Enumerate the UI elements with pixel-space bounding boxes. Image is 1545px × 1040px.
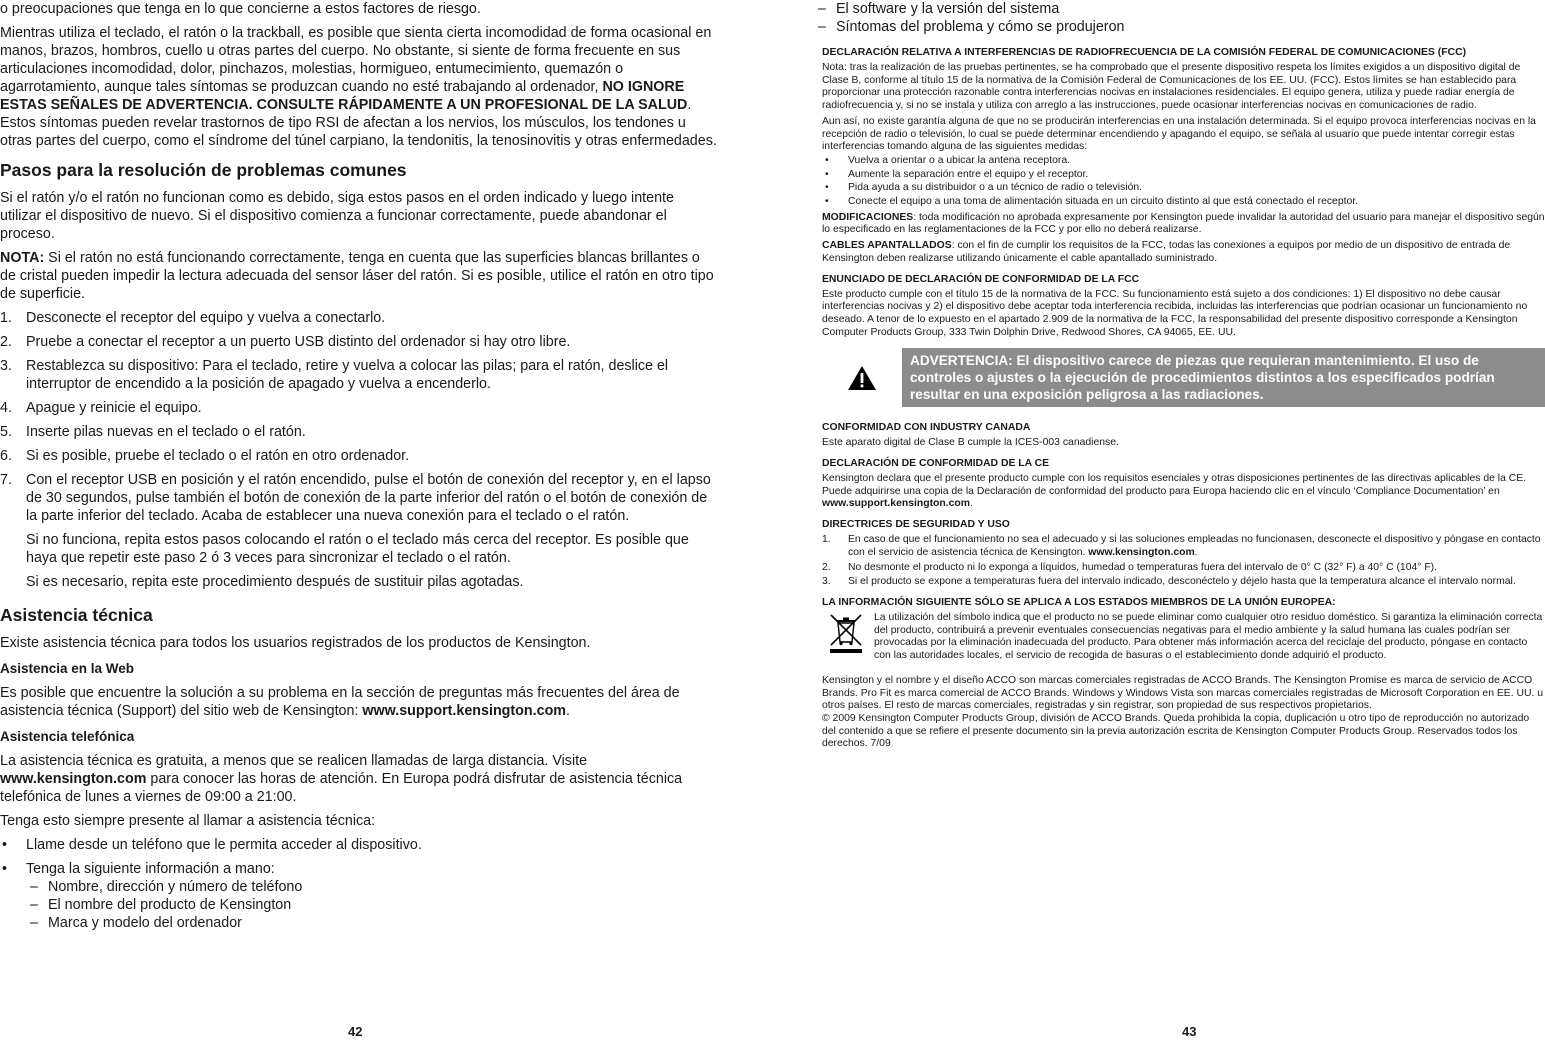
list-item: 4. Apague y reinicie el equipo. xyxy=(0,400,202,416)
step7-retry: Si no funciona, repita estos pasos colocando el ratón o el teclado más cerca del receptor. Es posible que haya que repetir este paso 2 ó 3 veces para sincronizar el teclado o el ratón. xyxy=(26,532,689,566)
call-checklist-intro: Tenga esto siempre presente al llamar a asistencia técnica: xyxy=(0,813,376,829)
eu-text: La utilización del símbolo indica que el producto no se puede eliminar como cualquier otro residuo doméstico. Si garantiza la eliminación correcta del producto, contribuirá a prevenir eventuales consecuencias negativas para el medio ambiente y la salud humana las cuales podrían ser provocadas por la eliminación inadecuada del producto. Para obtener más información acerca del reciclaje del producto, póngase en contacto con las autoridades locales, el servicio de recogida de basuras o el establecimiento donde adquirió el producto. xyxy=(874,611,1543,662)
support-site-link[interactable]: www.support.kensington.com xyxy=(362,703,567,719)
list-item: • Llame desde un teléfono que le permita acceder al dispositivo. xyxy=(2,837,422,853)
list-item: 3. Restablezca su dispositivo: Para el teclado, retire y vuelva a colocar las pilas; para el ratón, deslice el interruptor de encendido a la posición de apagado y vuelva a encenderlo. xyxy=(0,358,669,392)
page-42 xyxy=(0,0,760,1040)
list-item: – El software y la versión del sistema xyxy=(818,1,1060,17)
canada-heading: CONFORMIDAD CON INDUSTRY CANADA xyxy=(822,422,1031,434)
list-item: – Marca y modelo del ordenador xyxy=(30,915,242,931)
list-item: – El nombre del producto de Kensington xyxy=(30,897,292,913)
fcc-note: Nota: tras la realización de las pruebas pertinentes, se ha comprobado que el presente dispositivo respeta los límites exigidos a un dispositivo digital de Clase B, conforme al título 15 de la normativa de la Comisión Federal de Comunicaciones de los EE. UU. (FCC). Estos límites se han establecido para proporcionar una protección razonable contra interferencias nocivas en instalaciones residenciales. El equipo genera, utiliza y puede radiar energía de radiofrecuencia y, si no se instala y utiliza con arreglo a las instrucciones, puede ocasionar interferencias nocivas en comunicaciones de radio. xyxy=(822,62,1521,112)
troubleshooting-intro: Si el ratón y/o el ratón no funcionan como es debido, siga estos pasos en el orden indicado y luego intente utilizar el dispositivo de nuevo. Si el dispositivo comienza a funcionar correctamente, puede abandonar el proceso. xyxy=(0,190,674,242)
list-item: – Síntomas del problema y cómo se produjeron xyxy=(818,19,1125,35)
ce-heading: DECLARACIÓN DE CONFORMIDAD DE LA CE xyxy=(822,458,1050,470)
fcc-modifications: MODIFICACIONES: toda modificación no aprobada expresamente por Kensington puede invalidar la autoridad del usuario para manejar el dispositivo según lo especificado en las reglamentaciones de la FCC y por ello no deberá realizarse. xyxy=(822,211,1545,236)
page-number: 43 xyxy=(1182,1024,1197,1039)
info-dash-list-continued xyxy=(818,0,1545,36)
support-intro: Existe asistencia técnica para todos los usuarios registrados de los productos de Kensington. xyxy=(0,635,591,651)
copyright-text: © 2009 Kensington Computer Products Group, división de ACCO Brands. Queda prohibida la copia, duplicación u otro tipo de reproducción no autorizado del contenido a que se refiere el presente documento sin la previa autorización escrita de Kensington Computer Products Group. Reservados todos los derechos. 7/09 xyxy=(822,712,1530,750)
kensington-safety-link[interactable]: www.kensington.com xyxy=(1088,546,1195,558)
warning-text: ADVERTENCIA: El dispositivo carece de piezas que requieran mantenimiento. El uso de controles o ajustes o la ejecución de procedimientos distintos a los especificados podrían resultar en una exposición peligrosa a las radiaciones. xyxy=(902,348,1545,407)
fcc-interference: Aun así, no existe garantía alguna de que no se producirán interferencias en una instalación determinada. Si el equipo provoca interferencias nocivas en la recepción de radio o televisión, lo cual se puede determinar encendiendo y apagando el equipo, se señala al usuario que puede intentar corregir estas interferencias tomando alguna de las siguientes medidas: xyxy=(822,115,1536,153)
list-item: • Vuelva a orientar o a ubicar la antena receptora. xyxy=(825,154,1070,166)
list-item: 1. En caso de que el funcionamiento no sea el adecuado y si las soluciones empleadas no funcionasen, desconecte el dispositivo y póngase en contacto con el servicio de asistencia técnica de Kensington. www.kensington.com. xyxy=(822,534,1541,558)
safety-section xyxy=(822,518,1545,589)
eu-heading: LA INFORMACIÓN SIGUIENTE SÓLO SE APLICA A LOS ESTADOS MIEMBROS DE LA UNIÓN EUROPEA: xyxy=(822,596,1336,608)
safety-heading: DIRECTRICES DE SEGURIDAD Y USO xyxy=(822,519,1010,531)
right-column xyxy=(818,0,1545,754)
fcc-shielded-cables: CABLES APANTALLADOS: con el fin de cumplir los requisitos de la FCC, todas las conexiones a equipos por medio de un dispositivo de entrada de Kensington deben realizarse utilizando únicamente el cable apantallado suministrado. xyxy=(822,240,1511,264)
step7-batteries: Si es necesario, repita este procedimiento después de sustituir pilas agotadas. xyxy=(26,574,524,590)
fcc-conformity-heading: ENUNCIADO DE DECLARACIÓN DE CONFORMIDAD DE LA FCC xyxy=(822,273,1140,285)
list-item: 2. No desmonte el producto ni lo exponga a líquidos, humedad o temperaturas fuera del intervalo de 0° C (32° F) a 40° C (104° F). xyxy=(822,561,1438,573)
info-dash-list xyxy=(30,878,718,932)
eu-section xyxy=(822,596,1545,663)
fcc-heading: DECLARACIÓN RELATIVA A INTERFERENCIAS DE RADIOFRECUENCIA DE LA COMISIÓN FEDERAL DE COMUNICACIONES (FCC) xyxy=(822,47,1467,58)
list-item: 1. Desconecte el receptor del equipo y vuelva a conectarlo. xyxy=(0,310,386,326)
web-support-heading: Asistencia en la Web xyxy=(0,661,135,676)
troubleshooting-note: NOTA: Si el ratón no está funcionando correctamente, tenga en cuenta que las superficies blancas brillantes o de cristal pueden impedir la lectura adecuada del sensor láser del ratón. Si es posible, utilice el ratón en otro tipo de superficie. xyxy=(0,250,714,302)
fcc-conformity-section xyxy=(822,273,1545,340)
ce-text: Kensington declara que el presente producto cumple con los requisitos esenciales y otras disposiciones pertinentes de las directivas aplicables de la CE. Puede adquirirse una copia de la Declaración de conformidad del producto para Europa haciendo clic en el vínculo ‘Compliance Documentation’ en www.support.kensington.com. xyxy=(822,473,1527,510)
list-item: 2. Pruebe a conectar el receptor a un puerto USB distinto del ordenador si hay otro libre. xyxy=(0,334,571,350)
left-column xyxy=(0,0,718,932)
troubleshooting-heading: Pasos para la resolución de problemas comunes xyxy=(0,160,407,180)
kensington-site-link[interactable]: www.kensington.com xyxy=(0,771,147,787)
list-item: • Aumente la separación entre el equipo y el receptor. xyxy=(825,168,1089,180)
canada-section xyxy=(822,421,1545,450)
support-heading: Asistencia técnica xyxy=(0,605,153,625)
phone-support-text: La asistencia técnica es gratuita, a menos que se realicen llamadas de larga distancia. Visite www.kensington.com para conocer las horas de atención. En Europa podrá disfrutar de asistencia técnica telefónica de lunes a viernes de 09:00 a 21:00. xyxy=(0,753,683,805)
list-item: • Conecte el equipo a una toma de alimentación situada en un circuito distinto al que está conectado el receptor. xyxy=(825,196,1359,208)
ce-section xyxy=(822,457,1545,511)
list-item: 3. Si el producto se expone a temperaturas fuera del intervalo indicado, desconéctelo y déjelo hasta que la temperatura alcance el intervalo normal. xyxy=(822,576,1516,588)
page-43 xyxy=(780,0,1545,1040)
list-item: – Nombre, dirección y número de teléfono xyxy=(30,879,303,895)
list-item: 6. Si es posible, pruebe el teclado o el ratón en otro ordenador. xyxy=(0,448,410,464)
list-item: 7. Con el receptor USB en posición y el ratón encendido, pulse el botón de conexión del receptor y, en el lapso de 30 segundos, pulse también el botón de conexión de la parte inferior del ratón o el botón de conexión de la parte inferior del teclado. Acaba de establecer una nueva conexión para el teclado o el ratón. Si no funciona, repita estos pasos colocando el ratón o el teclado más cerca del receptor. Es posible que haya que repetir este paso 2 ó 3 veces para sincronizar el teclado o el ratón. Si es necesario, repita este procedimiento después de sustituir pilas agotadas. xyxy=(0,471,718,591)
list-item: • Tenga la siguiente información a mano: xyxy=(2,861,275,877)
web-support-text: Es posible que encuentre la solución a su problema en la sección de preguntas más frecuentes del área de asistencia técnica (Support) del sitio web de Kensington: www.support.kensington.com. xyxy=(0,685,680,719)
list-item: • Pida ayuda a su distribuidor o a un técnico de radio o televisión. xyxy=(825,182,1143,194)
rsi-warning-paragraph: Mientras utiliza el teclado, el ratón o la trackball, es posible que sienta cierta incomodidad de forma ocasional en manos, brazos, hombros, cuello u otras partes del cuerpo. No obstante, si siente de forma frecuente en sus articulaciones incomodidad, dolor, pinchazos, molestias, hormigueo, entumecimiento, quemazón o agarrotamiento, aunque tales síntomas se produzcan cuando no esté trabajando al ordenador, NO IGNORE ESTAS SEÑALES DE ADVERTENCIA. CONSULTE RÁPIDAMENTE A UN PROFESIONAL DE LA SALUD. Estos síntomas pueden revelar trastornos de tipo RSI de afectan a los nervios, los músculos, los tendones u otras partes del cuerpo, como el síndrome del túnel carpiano, la tendonitis, la tenosinovitis y otras enfermedades. xyxy=(0,25,717,149)
canada-text: Este aparato digital de Clase B cumple la ICES-003 canadiense. xyxy=(822,437,1119,449)
phone-support-heading: Asistencia telefónica xyxy=(0,729,135,744)
trademarks-text: Kensington y el nombre y el diseño ACCO son marcas comerciales registradas de ACCO Brands. The Kensington Promise es marca de servicio de ACCO Brands. Pro Fit es marca comercial de ACCO Brands. Windows y Windows Vista son marcas comerciales registradas de Microsoft Corporation en EE. UU. u otros países. El resto de marcas comerciales, registradas y sin registrar, son propiedad de sus respectivos propietarios. xyxy=(822,674,1544,712)
crossed-out-bin-icon xyxy=(826,612,866,654)
warning-triangle-icon xyxy=(847,365,877,391)
troubleshooting-steps xyxy=(0,309,718,591)
intro-continuation: o preocupaciones que tenga en lo que concierne a estos factores de riesgo. xyxy=(0,1,481,17)
fcc-section xyxy=(822,46,1545,266)
fcc-conformity-text: Este producto cumple con el título 15 de la normativa de la FCC. Su funcionamiento está sujeto a dos condiciones: 1) El dispositivo no debe causar interferencias nocivas y 2) el dispositivo debe aceptar toda interferencia recibida, incluidas las interferencias que podrían ocasionar un funcionamiento no deseado. A tenor de lo expuesto en el apartado 2.909 de la normativa de la FCC, la responsabilidad del presente dispositivo corresponde a Kensington Computer Products Group, 333 Twin Dolphin Drive, Redwood Shores, CA 94065, EE. UU. xyxy=(822,288,1528,338)
list-item: 5. Inserte pilas nuevas en el teclado o el ratón. xyxy=(0,424,306,440)
warning-callout xyxy=(822,348,1545,407)
page-number: 42 xyxy=(348,1024,363,1039)
compliance-link[interactable]: www.support.kensington.com xyxy=(822,498,970,510)
